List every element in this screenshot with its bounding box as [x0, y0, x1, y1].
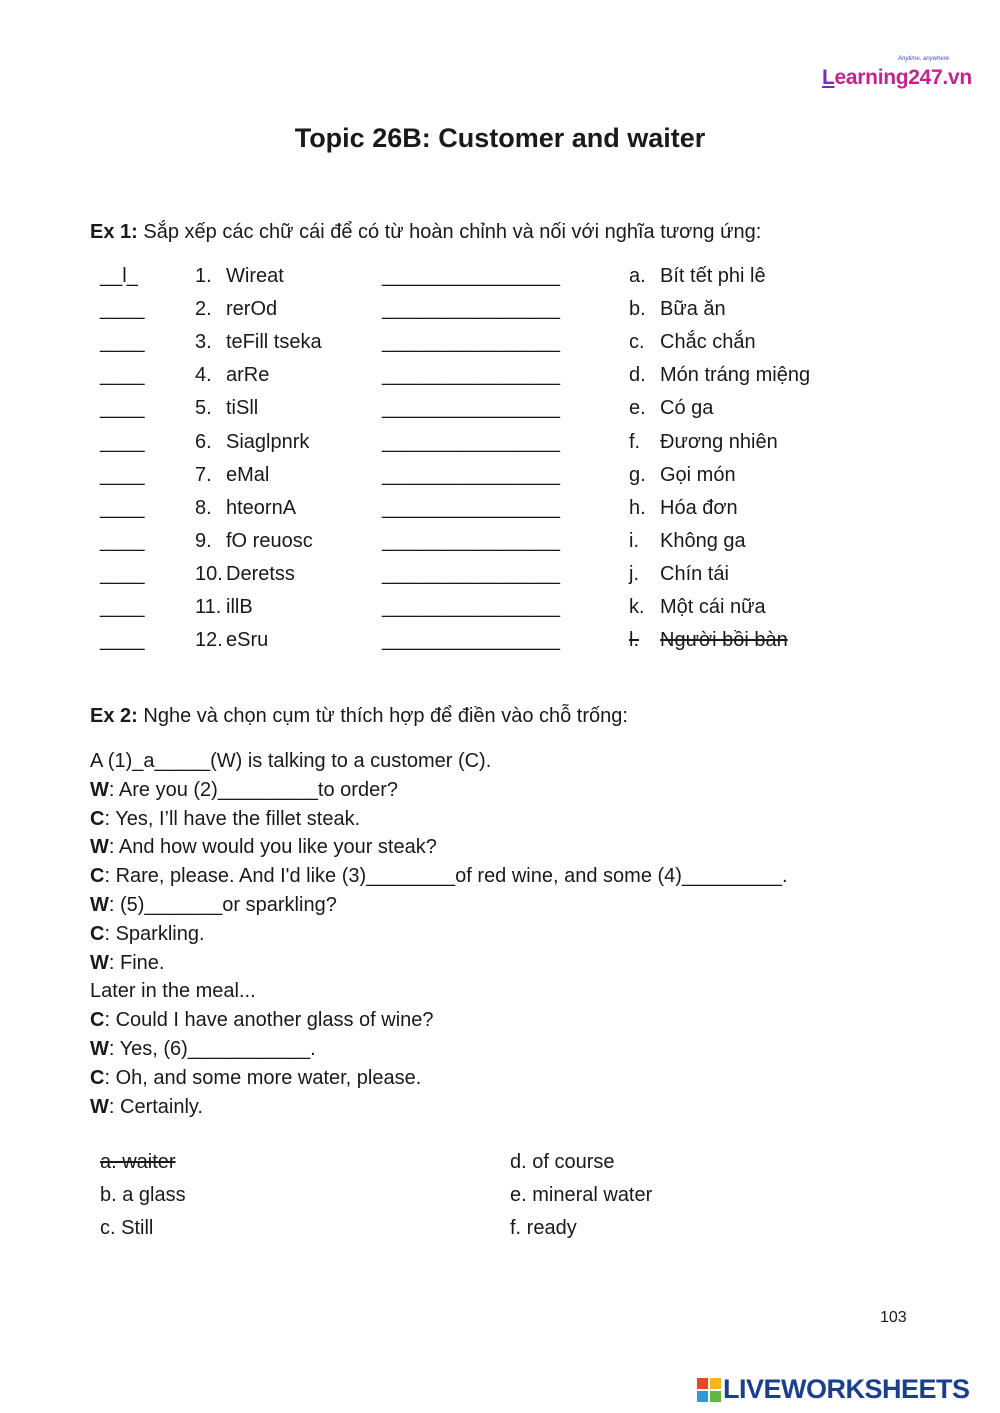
scrambled-word: eMal	[226, 463, 270, 486]
dialogue-text: : Rare, please. And I'd like (3)________of red wine, and some (4)_________.	[104, 865, 788, 888]
dialogue-line	[90, 750, 491, 773]
speaker-label: W	[90, 894, 109, 916]
meaning-letter: c.	[629, 331, 645, 354]
answer-blank[interactable]: ____	[100, 629, 145, 652]
word-answer-line[interactable]: ________________	[382, 364, 560, 387]
item-number: 8.	[195, 496, 212, 519]
dialogue-text: : Could I have another glass of wine?	[104, 1009, 434, 1032]
dialogue-line	[90, 865, 788, 888]
dialogue-line	[90, 980, 256, 1003]
word-answer-line[interactable]: ________________	[382, 529, 560, 552]
answer-blank[interactable]: ____	[100, 331, 145, 354]
ex1-row	[0, 397, 1000, 430]
dialogue-text: : And how would you like your steak?	[108, 836, 437, 859]
word-answer-line[interactable]: ________________	[382, 629, 560, 652]
speaker-label: C	[90, 807, 105, 830]
item-number: 3.	[195, 331, 212, 354]
dialogue-text: : Certainly.	[108, 1095, 203, 1118]
meaning-letter: j.	[629, 562, 639, 585]
dialogue-text: : Yes, I’ll have the fillet steak.	[104, 807, 361, 830]
ex1-row	[0, 563, 1000, 596]
item-number: 2.	[195, 298, 212, 321]
ex1-row	[0, 464, 1000, 497]
dialogue-text: : Are you (2)_________to order?	[108, 778, 398, 801]
ex1-row	[0, 364, 1000, 397]
answer-blank[interactable]: ____	[100, 397, 145, 420]
dialogue-text: : (5)_______or sparkling?	[108, 894, 337, 916]
ex1-row	[0, 629, 1000, 662]
dialogue-line	[90, 1009, 434, 1032]
word-answer-line[interactable]: ________________	[382, 397, 560, 420]
word-answer-line[interactable]: ________________	[382, 463, 560, 486]
page-title: Topic 26B: Customer and waiter	[294, 123, 706, 153]
item-number: 1.	[195, 265, 212, 287]
page-number: 103	[880, 1309, 907, 1326]
meaning-text: Bít tết phi lê	[660, 265, 766, 287]
logo-tagline: Anytime, anywhere	[898, 56, 950, 62]
speaker-label: W	[90, 1038, 109, 1060]
ex1-row	[0, 530, 1000, 563]
dialogue-text: : Sparkling.	[104, 922, 205, 945]
meaning-text: Một cái nữa	[660, 596, 766, 618]
answer-blank[interactable]: ____	[100, 298, 145, 321]
word-answer-line[interactable]: ________________	[382, 331, 560, 354]
logo-rest: earning247.vn	[834, 66, 972, 89]
scrambled-word: hteornA	[226, 496, 297, 519]
word-answer-line[interactable]: ________________	[382, 596, 560, 618]
ex1-label: Ex 1:	[90, 221, 138, 243]
meaning-text: Chín tái	[660, 562, 729, 585]
speaker-label: W	[90, 778, 109, 801]
answer-blank[interactable]: ____	[100, 496, 145, 519]
item-number: 6.	[195, 430, 212, 453]
meaning-text: Gọi món	[660, 463, 736, 486]
ex1-instruction	[90, 221, 761, 244]
scrambled-word: rerOd	[226, 298, 278, 321]
ex1-row	[0, 497, 1000, 530]
speaker-label: C	[90, 922, 105, 945]
ex1-row	[0, 298, 1000, 331]
dialogue-text: Later in the meal...	[90, 980, 256, 1003]
speaker-label: W	[90, 951, 109, 974]
scrambled-word: eSru	[226, 629, 269, 652]
dialogue-line	[90, 952, 164, 975]
meaning-letter: a.	[629, 265, 646, 287]
meaning-text: Có ga	[660, 397, 714, 420]
word-answer-line[interactable]: ________________	[382, 430, 560, 453]
item-number: 5.	[195, 397, 212, 420]
dialogue-line	[90, 1067, 421, 1090]
answer-option: c. Still	[100, 1217, 154, 1239]
meaning-text: Món tráng miệng	[660, 364, 811, 387]
ex2-instruction-text: Nghe và chọn cụm từ thích hợp để điền vào chỗ trống:	[143, 705, 628, 727]
dialogue-line	[90, 779, 398, 802]
ex1-row	[0, 596, 1000, 629]
item-number: 9.	[195, 529, 212, 552]
answer-option: e. mineral water	[510, 1184, 653, 1206]
logo-first-letter: L	[822, 66, 835, 89]
scrambled-word: tiSll	[226, 397, 259, 420]
ex2-instruction	[90, 705, 628, 728]
speaker-label: W	[90, 1095, 109, 1118]
ex1-row	[0, 265, 1000, 298]
ex1-instruction-text: Sắp xếp các chữ cái để có từ hoàn chỉnh và nối với nghĩa tương ứng:	[143, 221, 762, 243]
word-answer-line[interactable]: ________________	[382, 298, 560, 321]
dialogue-text: A (1)_a_____(W) is talking to a customer (C).	[90, 750, 492, 772]
meaning-text: Bữa ăn	[660, 298, 726, 321]
scrambled-word: teFill tseka	[226, 331, 322, 354]
meaning-text: Hóa đơn	[660, 496, 738, 519]
meaning-text: Không ga	[660, 529, 746, 552]
item-number: 11.	[195, 596, 222, 618]
answer-option: b. a glass	[100, 1184, 186, 1206]
item-number: 12.	[195, 629, 223, 652]
answer-blank[interactable]: ____	[100, 463, 145, 486]
answer-blank[interactable]: ____	[100, 364, 145, 387]
speaker-label: C	[90, 1009, 105, 1032]
answer-blank[interactable]: ____	[100, 596, 145, 618]
scrambled-word: Siaglpnrk	[226, 430, 310, 453]
meaning-letter: f.	[629, 430, 641, 453]
answer-option: f. ready	[510, 1217, 577, 1239]
liveworksheets-icon	[697, 1378, 721, 1402]
meaning-text: Chắc chắn	[660, 331, 756, 354]
meaning-letter: g.	[629, 463, 646, 486]
item-number: 4.	[195, 364, 212, 387]
answer-blank[interactable]: ____	[100, 430, 145, 453]
meaning-letter: d.	[629, 364, 646, 387]
word-answer-line[interactable]: ________________	[382, 265, 560, 287]
dialogue-line	[90, 836, 437, 859]
dialogue-line	[90, 808, 360, 831]
scrambled-word: fO reuosc	[226, 529, 313, 552]
item-number: 7.	[195, 463, 212, 486]
answer-option: a. waiter	[100, 1151, 176, 1173]
word-answer-line[interactable]: ________________	[382, 496, 560, 519]
meaning-letter: k.	[629, 596, 645, 618]
word-answer-line[interactable]: ________________	[382, 562, 560, 585]
dialogue-line	[90, 1096, 203, 1119]
meaning-letter: i.	[629, 529, 639, 552]
item-number: 10.	[195, 562, 223, 585]
scrambled-word: Deretss	[226, 562, 295, 585]
dialogue-text: : Yes, (6)___________.	[108, 1038, 316, 1060]
logo-wordmark	[822, 66, 972, 90]
meaning-letter: b.	[629, 298, 646, 321]
ex2-label: Ex 2:	[90, 705, 138, 727]
meaning-letter: l.	[629, 629, 639, 652]
scrambled-word: illB	[226, 596, 253, 618]
learning247-logo	[822, 56, 972, 96]
ex1-row	[0, 331, 1000, 364]
liveworksheets-wordmark: LIVEWORKSHEETS	[723, 1374, 970, 1404]
speaker-label: C	[90, 1066, 105, 1089]
answer-blank[interactable]: __l_	[100, 265, 138, 287]
meaning-letter: h.	[629, 496, 646, 519]
dialogue-text: : Fine.	[108, 951, 165, 974]
meaning-text: Người bồi bàn	[660, 629, 788, 652]
scrambled-word: Wireat	[226, 265, 284, 287]
dialogue-line	[90, 923, 205, 946]
answer-blank[interactable]: ____	[100, 529, 145, 552]
answer-option: d. of course	[510, 1151, 615, 1173]
ex1-row	[0, 431, 1000, 464]
meaning-text: Đương nhiên	[660, 430, 778, 453]
scrambled-word: arRe	[226, 364, 270, 387]
speaker-label: C	[90, 865, 105, 888]
answer-blank[interactable]: ____	[100, 562, 145, 585]
speaker-label: W	[90, 836, 109, 859]
dialogue-line	[90, 894, 337, 917]
dialogue-line	[90, 1038, 316, 1061]
dialogue-text: : Oh, and some more water, please.	[104, 1066, 422, 1089]
meaning-letter: e.	[629, 397, 646, 420]
